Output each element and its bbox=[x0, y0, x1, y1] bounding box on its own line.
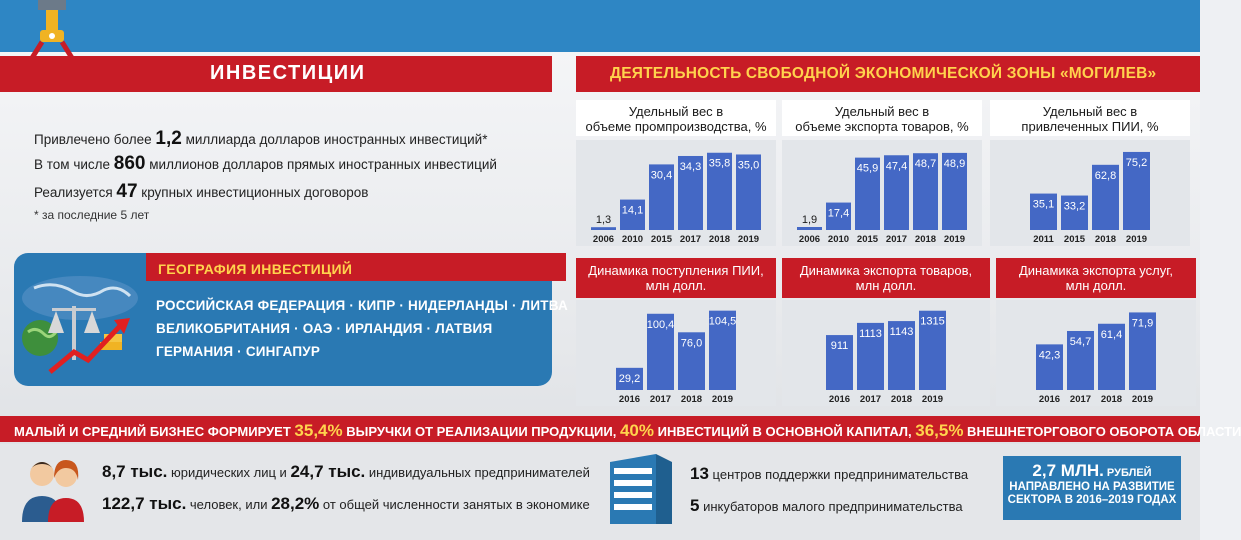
chart-2-value-4: 47,4 bbox=[885, 160, 908, 173]
chart-1-value-4: 34,3 bbox=[679, 160, 702, 173]
chart-3-value-2: 33,2 bbox=[1063, 200, 1086, 213]
chart-3-category-4: 2019 bbox=[1125, 234, 1148, 245]
chart-4-category-3: 2018 bbox=[680, 394, 703, 405]
chart-4-value-4: 104,5 bbox=[708, 315, 737, 328]
chart-3-value-4: 75,2 bbox=[1125, 156, 1148, 169]
funding-box: 2,7 МЛН. РУБЛЕЙ НАПРАВЛЕНО НА РАЗВИТИЕ СЕКТОРА В 2016–2019 ГОДАХ bbox=[1003, 456, 1181, 520]
chart-4-value-2: 100,4 bbox=[646, 318, 675, 331]
chart-6-header: Динамика экспорта услуг, млн долл. bbox=[996, 258, 1196, 298]
chart-6-category-3: 2018 bbox=[1100, 394, 1123, 405]
chart-2-category-1: 2006 bbox=[798, 234, 821, 245]
sme-banner: МАЛЫЙ И СРЕДНИЙ БИЗНЕС ФОРМИРУЕТ 35,4% ВЫРУЧКИ ОТ РЕАЛИЗАЦИИ ПРОДУКЦИИ, 40% ИНВЕСТИЦИЙ В ОСНОВНОЙ КАПИТАЛ, 36,5% ВНЕШНЕТОРГОВОГО ОБОРОТА ОБЛАСТИ bbox=[0, 416, 1200, 442]
chart-3-category-2: 2015 bbox=[1063, 234, 1086, 245]
chart-6-category-1: 2016 bbox=[1038, 394, 1061, 405]
chart-2-value-1: 1,9 bbox=[801, 214, 818, 227]
chart-2-bar-1 bbox=[797, 227, 822, 230]
investments-title: ИНВЕСТИЦИИ bbox=[210, 62, 366, 84]
chart-3-value-1: 35,1 bbox=[1032, 198, 1055, 211]
chart-1-bar-1 bbox=[591, 227, 616, 230]
chart-1-value-5: 35,8 bbox=[708, 157, 731, 170]
chart-5-value-2: 1113 bbox=[859, 327, 882, 340]
chart-6-value-4: 71,9 bbox=[1131, 317, 1154, 330]
sme-stat-entities: 8,7 тыс. юридических лиц и 24,7 тыс. индивидуальных предпринимателей bbox=[102, 462, 590, 481]
chart-1-category-5: 2018 bbox=[708, 234, 731, 245]
chart-5-category-4: 2019 bbox=[921, 394, 944, 405]
chart-3-category-1: 2011 bbox=[1033, 234, 1054, 245]
chart-1-value-2: 14,1 bbox=[621, 204, 644, 217]
chart-4-category-4: 2019 bbox=[711, 394, 734, 405]
chart-5-header: Динамика экспорта товаров, млн долл. bbox=[782, 258, 990, 298]
chart-1-value-6: 35,0 bbox=[737, 159, 760, 172]
chart-6-value-1: 42,3 bbox=[1038, 349, 1061, 362]
chart-1-category-2: 2010 bbox=[621, 234, 644, 245]
people-icon bbox=[20, 452, 86, 524]
chart-2-category-2: 2010 bbox=[827, 234, 850, 245]
investment-footnote: * за последние 5 лет bbox=[34, 208, 150, 222]
chart-2-category-3: 2015 bbox=[856, 234, 879, 245]
chart-4-category-1: 2016 bbox=[618, 394, 641, 405]
chart-3-value-3: 62,8 bbox=[1094, 169, 1117, 182]
chart-5-value-1: 911 bbox=[830, 340, 849, 353]
chart-6-value-3: 61,4 bbox=[1100, 328, 1123, 341]
chart-6-category-2: 2017 bbox=[1069, 394, 1092, 405]
chart-6-category-4: 2019 bbox=[1131, 394, 1154, 405]
geography-line-2: ВЕЛИКОБРИТАНИЯ · ОАЭ · ИРЛАНДИЯ · ЛАТВИЯ bbox=[156, 321, 493, 336]
chart-4-value-1: 29,2 bbox=[618, 372, 641, 385]
chart-1-value-1: 1,3 bbox=[595, 214, 612, 227]
chart-1-category-3: 2015 bbox=[650, 234, 673, 245]
investment-fact-3: Реализуется 47 крупных инвестиционных договоров bbox=[34, 181, 369, 202]
geography-line-1: РОССИЙСКАЯ ФЕДЕРАЦИЯ · КИПР · НИДЕРЛАНДЫ · ЛИТВА bbox=[156, 298, 568, 313]
investment-fact-2: В том числе 860 миллионов долларов прямых иностранных инвестиций bbox=[34, 153, 497, 174]
chart-5-category-3: 2018 bbox=[890, 394, 913, 405]
chart-4-value-3: 76,0 bbox=[680, 337, 703, 350]
chart-3-header: Удельный вес в привлеченных ПИИ, % bbox=[990, 100, 1190, 136]
chart-2-category-4: 2017 bbox=[885, 234, 908, 245]
chart-2-category-6: 2019 bbox=[943, 234, 966, 245]
chart-1-category-4: 2017 bbox=[679, 234, 702, 245]
chart-1-category-6: 2019 bbox=[737, 234, 760, 245]
chart-3-category-3: 2018 bbox=[1094, 234, 1117, 245]
chart-6-value-2: 54,7 bbox=[1069, 335, 1092, 348]
chart-5-category-1: 2016 bbox=[828, 394, 851, 405]
support-centers-stat: 13 центров поддержки предпринимательства bbox=[690, 464, 969, 483]
chart-2-value-5: 48,7 bbox=[914, 158, 937, 171]
chart-5-value-4: 1315 bbox=[920, 315, 945, 328]
incubators-stat: 5 инкубаторов малого предпринимательства bbox=[690, 496, 963, 515]
investment-fact-1: Привлечено более 1,2 миллиарда долларов иностранных инвестиций* bbox=[34, 128, 488, 149]
sez-title: ДЕЯТЕЛЬНОСТЬ СВОБОДНОЙ ЭКОНОМИЧЕСКОЙ ЗОНЫ «МОГИЛЕВ» bbox=[610, 65, 1157, 82]
geography-line-3: ГЕРМАНИЯ · СИНГАПУР bbox=[156, 344, 321, 359]
chart-5-value-3: 1143 bbox=[889, 326, 914, 339]
chart-4-category-2: 2017 bbox=[649, 394, 672, 405]
geography-title: ГЕОГРАФИЯ ИНВЕСТИЦИЙ bbox=[158, 261, 353, 277]
chart-1-value-3: 30,4 bbox=[650, 169, 673, 182]
chart-4-header: Динамика поступления ПИИ, млн долл. bbox=[576, 258, 776, 298]
chart-5-category-2: 2017 bbox=[859, 394, 882, 405]
sme-stat-employment: 122,7 тыс. человек, или 28,2% от общей численности занятых в экономике bbox=[102, 494, 590, 513]
building-icon bbox=[608, 454, 674, 524]
chart-1-header: Удельный вес в объеме промпроизводства, % bbox=[576, 100, 776, 136]
chart-2-category-5: 2018 bbox=[914, 234, 937, 245]
chart-1-category-1: 2006 bbox=[592, 234, 615, 245]
chart-2-value-6: 48,9 bbox=[943, 157, 966, 170]
chart-2-header: Удельный вес в объеме экспорта товаров, % bbox=[782, 100, 982, 136]
chart-2-value-2: 17,4 bbox=[827, 207, 850, 220]
chart-2-value-3: 45,9 bbox=[856, 162, 879, 175]
